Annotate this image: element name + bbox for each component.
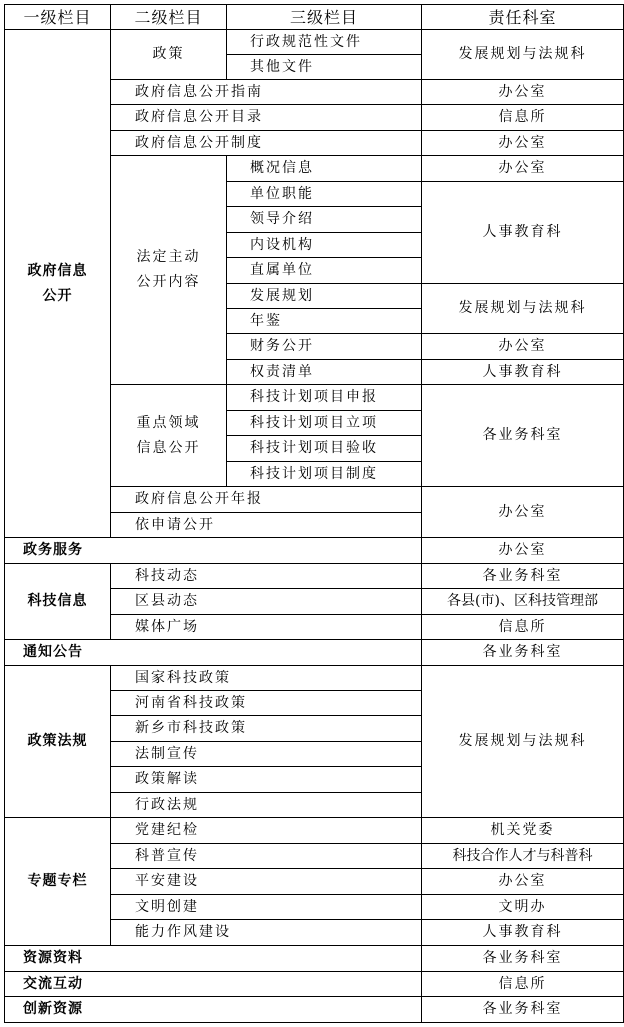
subcategory-county-news: 区县动态 xyxy=(110,588,422,615)
dept-guide: 办公室 xyxy=(421,79,624,105)
dept-finance: 办公室 xyxy=(421,333,624,360)
item-rights-list: 权责清单 xyxy=(226,359,422,385)
category-resources: 资源资料 xyxy=(4,945,422,972)
category-tech-info: 科技信息 xyxy=(4,563,111,640)
subcategory-catalog: 政府信息公开目录 xyxy=(110,104,422,131)
subcategory-henan-policy: 河南省科技政策 xyxy=(110,690,422,716)
subcategory-admin-regulations: 行政法规 xyxy=(110,792,422,818)
dept-overview: 办公室 xyxy=(421,155,624,182)
subcategory-science-popularization: 科普宣传 xyxy=(110,843,422,869)
dept-county-news: 各县(市)、区科技管理部 xyxy=(421,588,624,615)
item-finance: 财务公开 xyxy=(226,333,422,360)
category-special-topics: 专题专栏 xyxy=(4,817,111,946)
header-level1: 一级栏目 xyxy=(4,4,111,30)
subcategory-safety: 平安建设 xyxy=(110,868,422,895)
item-functions: 单位职能 xyxy=(226,181,422,207)
dept-gov-service: 办公室 xyxy=(421,537,624,564)
dept-policy: 发展规划与法规科 xyxy=(421,29,624,80)
dept-tech-news: 各业务科室 xyxy=(421,563,624,589)
subcategory-policy: 政策 xyxy=(110,29,227,80)
subcategory-xinxiang-policy: 新乡市科技政策 xyxy=(110,715,422,742)
item-affiliated-units: 直属单位 xyxy=(226,257,422,284)
dept-innovation: 各业务科室 xyxy=(421,996,624,1023)
subcategory-party-discipline: 党建纪检 xyxy=(110,817,422,844)
dept-catalog: 信息所 xyxy=(421,104,624,131)
dept-exchange: 信息所 xyxy=(421,971,624,997)
dept-party-discipline: 机关党委 xyxy=(421,817,624,844)
dept-system: 办公室 xyxy=(421,130,624,156)
item-project-approval: 科技计划项目立项 xyxy=(226,410,422,436)
subcategory-legal-publicity: 法制宣传 xyxy=(110,741,422,767)
subcategory-media: 媒体广场 xyxy=(110,614,422,640)
subcategory-national-policy: 国家科技政策 xyxy=(110,665,422,691)
item-internal-units: 内设机构 xyxy=(226,232,422,258)
category-exchange: 交流互动 xyxy=(4,971,422,997)
subcategory-capability: 能力作风建设 xyxy=(110,919,422,946)
subcategory-key-areas: 重点领域 信息公开 xyxy=(110,384,227,487)
category-notices: 通知公告 xyxy=(4,639,422,666)
item-normative-docs: 行政规范性文件 xyxy=(226,29,422,55)
subcategory-guide: 政府信息公开指南 xyxy=(110,79,422,105)
item-project-application: 科技计划项目申报 xyxy=(226,384,422,411)
item-other-docs: 其他文件 xyxy=(226,54,422,80)
subcategory-annual-report: 政府信息公开年报 xyxy=(110,486,422,513)
item-overview: 概况信息 xyxy=(226,155,422,182)
item-yearbook: 年鉴 xyxy=(226,308,422,334)
item-project-system: 科技计划项目制度 xyxy=(226,461,422,487)
dept-safety: 办公室 xyxy=(421,868,624,895)
dept-notices: 各业务科室 xyxy=(421,639,624,666)
item-development-plan: 发展规划 xyxy=(226,283,422,309)
header-dept: 责任科室 xyxy=(421,4,624,30)
dept-key-areas: 各业务科室 xyxy=(421,384,624,487)
dept-media: 信息所 xyxy=(421,614,624,640)
dept-rights: 人事教育科 xyxy=(421,359,624,385)
dept-policy-law: 发展规划与法规科 xyxy=(421,665,624,818)
category-innovation: 创新资源 xyxy=(4,996,422,1023)
dept-personnel: 人事教育科 xyxy=(421,181,624,284)
dept-annual-report: 办公室 xyxy=(421,486,624,538)
subcategory-policy-interpretation: 政策解读 xyxy=(110,766,422,793)
dept-science-popularization: 科技合作人才与科普科 xyxy=(421,843,624,869)
header-level2: 二级栏目 xyxy=(110,4,227,30)
category-gov-service: 政务服务 xyxy=(4,537,422,564)
subcategory-on-request: 依申请公开 xyxy=(110,512,422,538)
dept-civilization: 文明办 xyxy=(421,894,624,920)
item-project-acceptance: 科技计划项目验收 xyxy=(226,435,422,462)
subcategory-civilization: 文明创建 xyxy=(110,894,422,920)
dept-resources: 各业务科室 xyxy=(421,945,624,972)
subcategory-active-disclosure: 法定主动 公开内容 xyxy=(110,155,227,385)
subcategory-system: 政府信息公开制度 xyxy=(110,130,422,156)
category-policy-law: 政策法规 xyxy=(4,665,111,818)
subcategory-tech-news: 科技动态 xyxy=(110,563,422,589)
category-gov-info: 政府信息 公开 xyxy=(4,29,111,538)
dept-planning: 发展规划与法规科 xyxy=(421,283,624,334)
item-leadership: 领导介绍 xyxy=(226,206,422,233)
header-level3: 三级栏目 xyxy=(226,4,422,30)
dept-capability: 人事教育科 xyxy=(421,919,624,946)
